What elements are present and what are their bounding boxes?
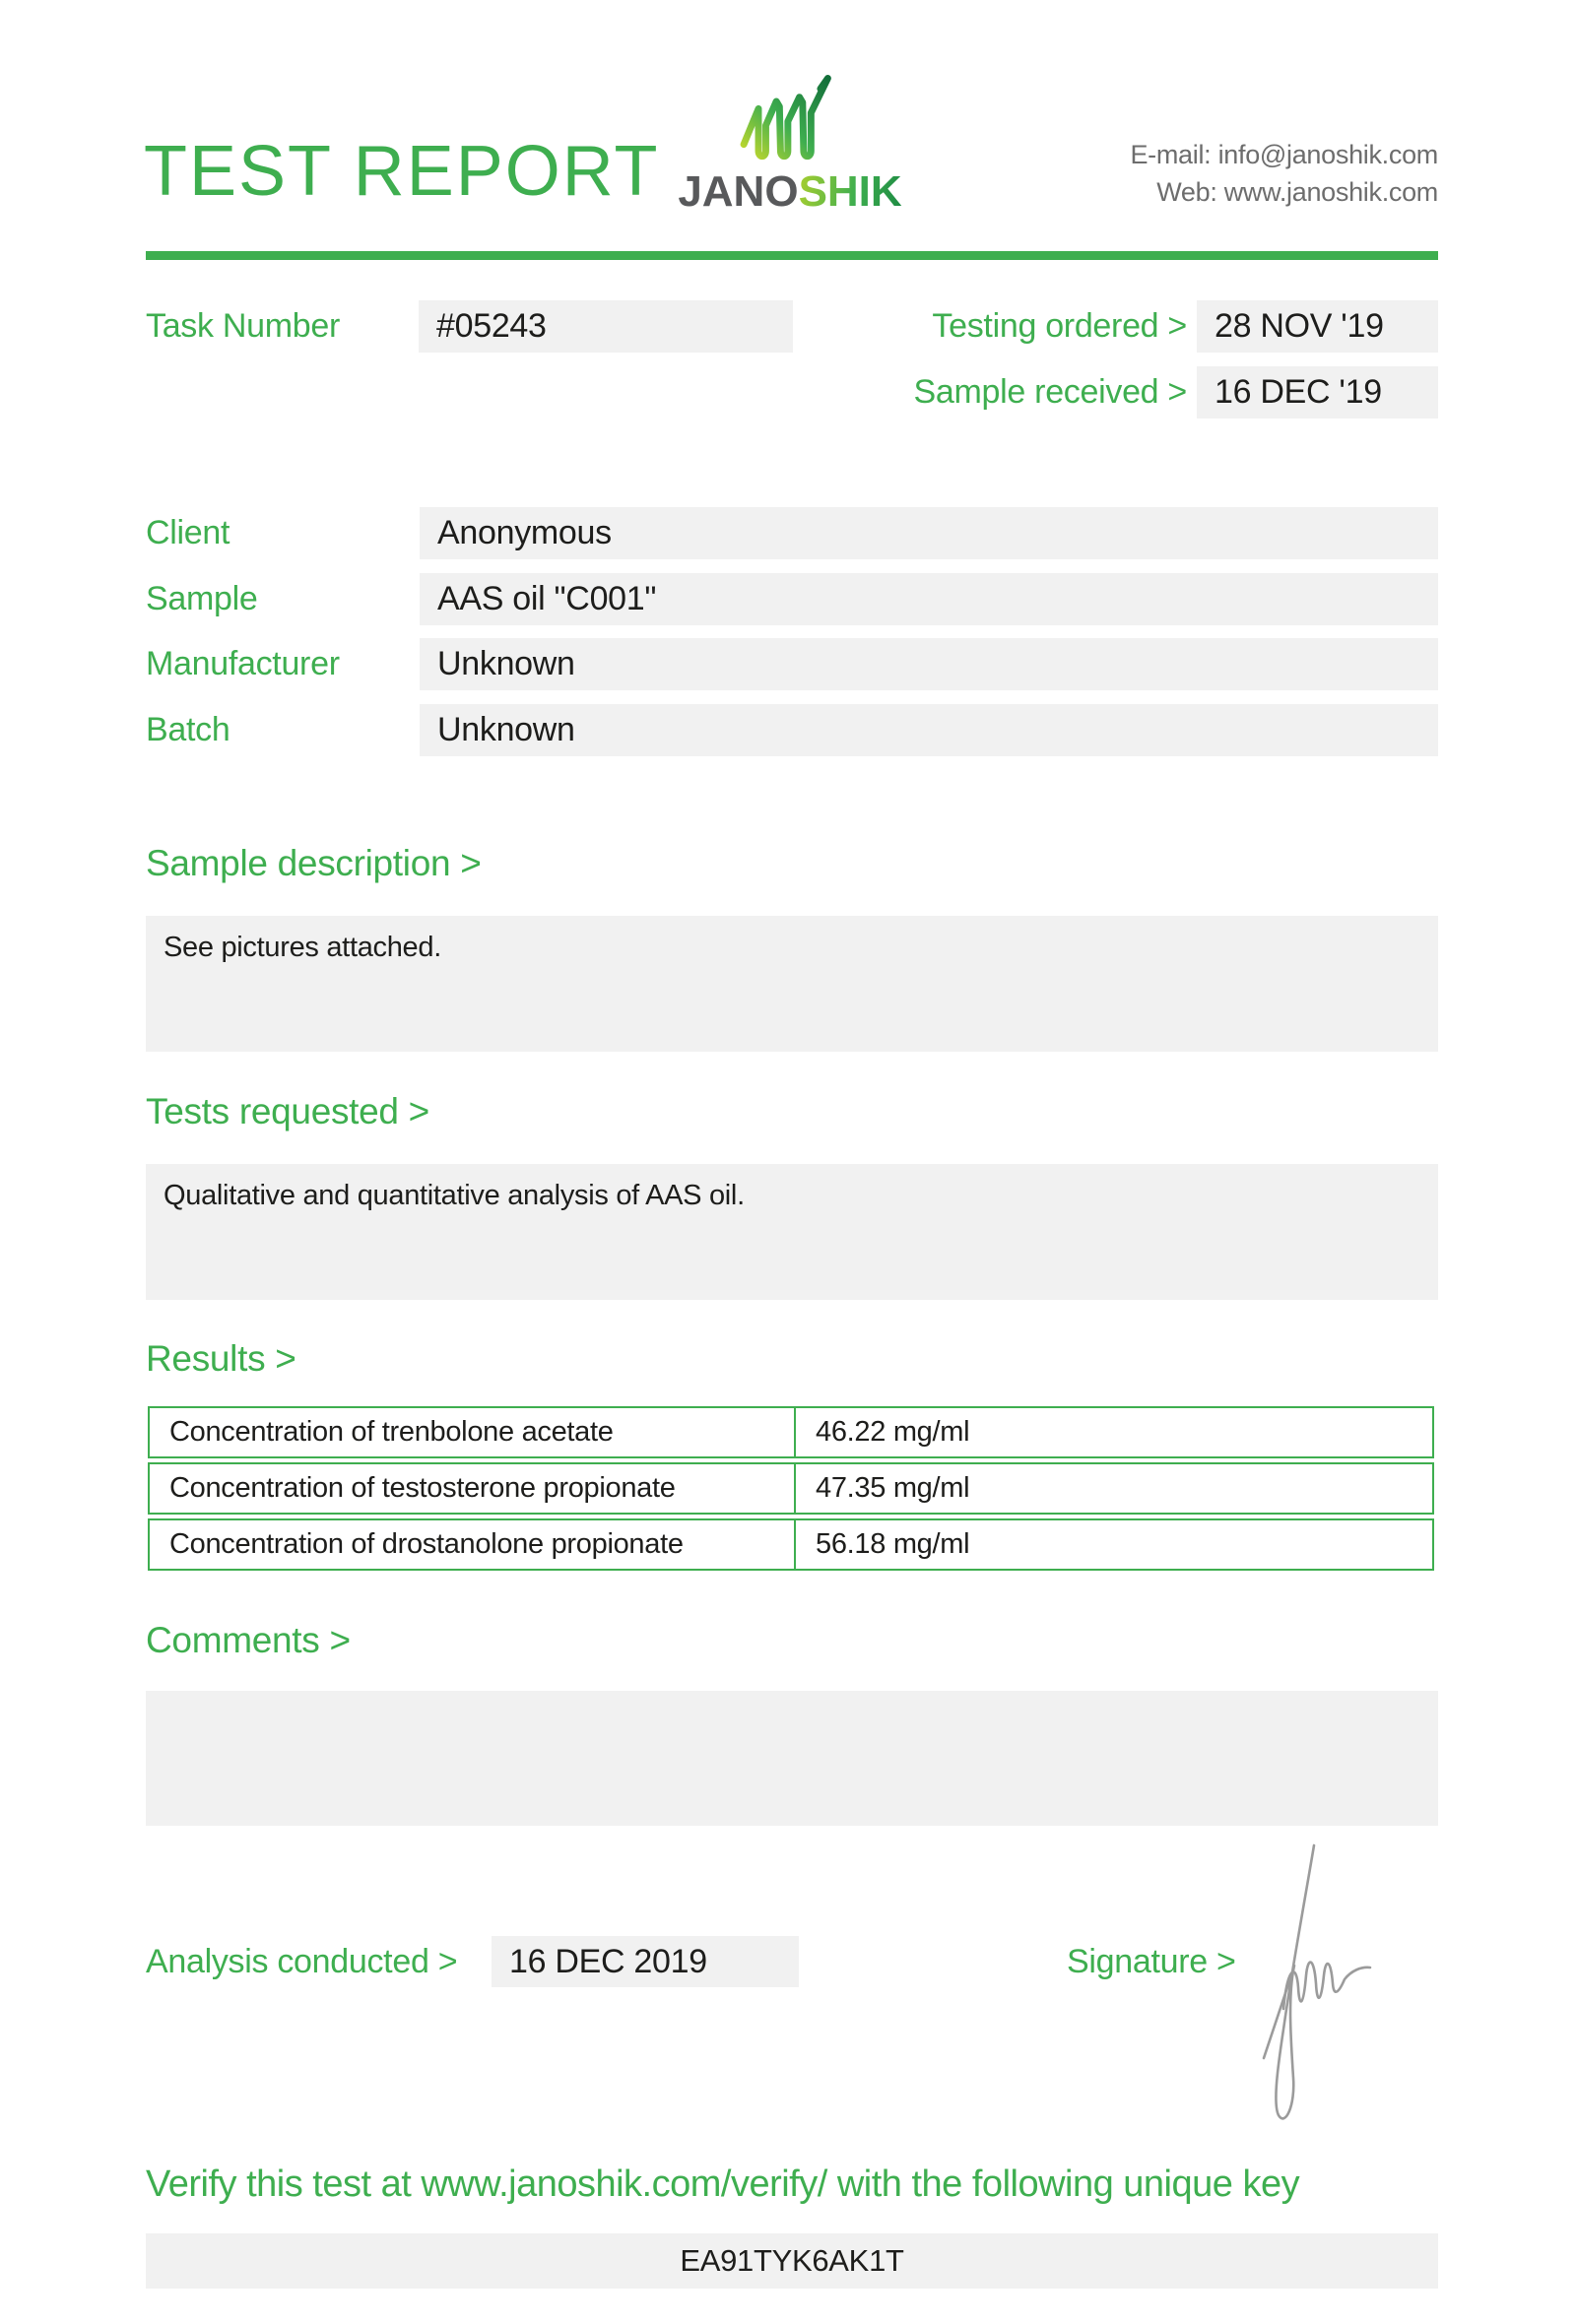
rising-chart-arrow-icon: [735, 71, 845, 165]
sample-description-heading: Sample description >: [146, 843, 482, 883]
header-divider: [146, 251, 1438, 260]
comments-body: [146, 1691, 1438, 1826]
sample-label: Sample: [146, 580, 258, 617]
result-name-cell: Concentration of testosterone propionate: [150, 1464, 796, 1513]
analysis-conducted-label: Analysis conducted >: [146, 1943, 458, 1980]
janoshik-wordmark: [678, 169, 902, 215]
results-heading: Results >: [146, 1338, 296, 1379]
result-value-cell: 47.35 mg/ml: [816, 1472, 970, 1504]
client-label: Client: [146, 514, 230, 551]
wordmark-green-part: SHIK: [798, 167, 902, 216]
signature-scribble: [1249, 1838, 1407, 2133]
comments-heading: Comments >: [146, 1620, 351, 1660]
contact-email: E-mail: info@janoshik.com: [1130, 140, 1438, 169]
task-number-value: #05243: [419, 300, 793, 353]
sample-received-label: Sample received >: [913, 373, 1187, 411]
testing-ordered-date: 28 NOV '19: [1197, 300, 1438, 353]
result-name-cell: Concentration of drostanolone propionate: [150, 1520, 796, 1569]
batch-value: Unknown: [420, 704, 1438, 756]
page-title: TEST REPORT: [144, 132, 660, 211]
manufacturer-value: Unknown: [420, 638, 1438, 690]
result-value-cell: 46.22 mg/ml: [816, 1416, 970, 1448]
results-table: [148, 1406, 1434, 1575]
task-number-label: Task Number: [146, 307, 340, 345]
batch-label: Batch: [146, 711, 230, 748]
verify-instruction: Verify this test at www.janoshik.com/verify/ with the following unique key: [146, 2163, 1300, 2205]
table-row: [148, 1406, 1434, 1458]
sample-received-date: 16 DEC '19: [1197, 366, 1438, 419]
table-row: [148, 1462, 1434, 1515]
signature-label: Signature >: [1067, 1943, 1236, 1980]
janoshik-logo: [678, 71, 902, 215]
contact-web: Web: www.janoshik.com: [1156, 177, 1438, 207]
tests-requested-heading: Tests requested >: [146, 1091, 429, 1131]
result-value-cell: 56.18 mg/ml: [816, 1528, 970, 1560]
table-row: [148, 1518, 1434, 1571]
verify-key: EA91TYK6AK1T: [146, 2233, 1438, 2289]
wordmark-gray-part: JANO: [678, 167, 799, 216]
analysis-conducted-date: 16 DEC 2019: [492, 1936, 799, 1987]
result-name-cell: Concentration of trenbolone acetate: [150, 1408, 796, 1456]
client-value: Anonymous: [420, 507, 1438, 559]
manufacturer-label: Manufacturer: [146, 645, 340, 682]
testing-ordered-label: Testing ordered >: [932, 307, 1187, 345]
sample-description-body: See pictures attached.: [146, 916, 1438, 1052]
sample-value: AAS oil "C001": [420, 573, 1438, 625]
tests-requested-body: Qualitative and quantitative analysis of AAS oil.: [146, 1164, 1438, 1300]
contact-info: [1130, 136, 1438, 211]
